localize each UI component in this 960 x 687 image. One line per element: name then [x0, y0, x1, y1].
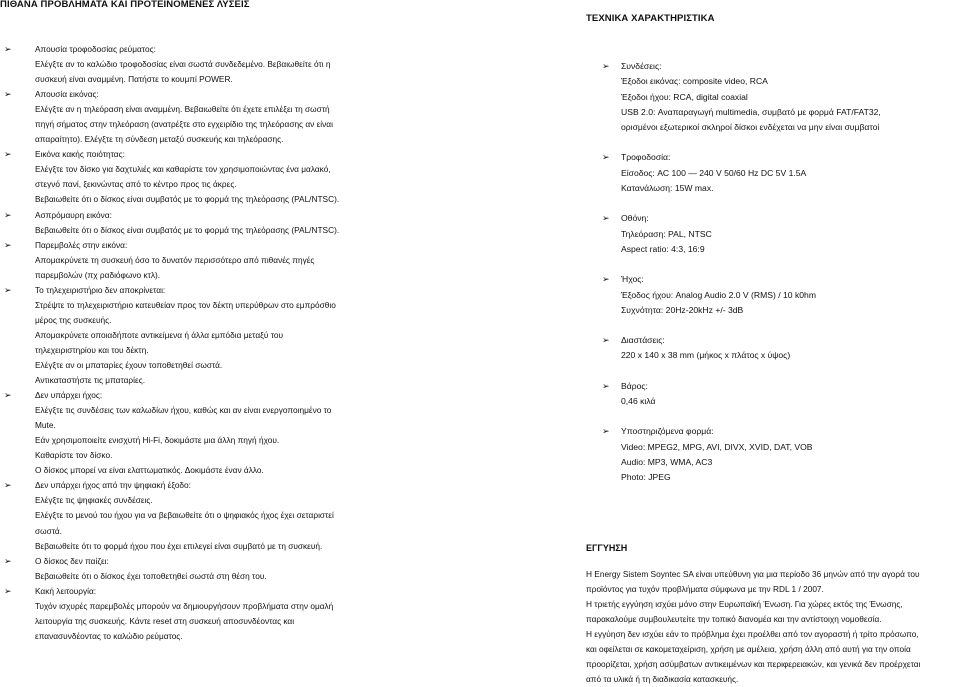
troubleshooting-item-line: Καθαρίστε τον δίσκο. — [35, 450, 113, 461]
spec-item — [586, 272, 960, 318]
troubleshooting-item-title: Εικόνα κακής ποιότητας: — [35, 149, 125, 160]
spec-line: Έξοδοι ήχου: RCA, digital coaxial — [621, 91, 748, 102]
warranty-line: από τα υλικά ή τη διαδικασία κατασκευής. — [586, 674, 739, 685]
arrow-bullet-icon: ➢ — [602, 152, 610, 163]
troubleshooting-item-line: απαραίτητο). Ελέγξτε τη σύνδεση μεταξύ συσκευής και τηλεόρασης. — [35, 134, 284, 145]
spec-title: Συνδέσεις: — [621, 61, 662, 71]
troubleshooting-item-line: Ελέγξτε αν το καλώδιο τροφοδοσίας είναι σωστά συνδεδεμένο. Βεβαιωθείτε ότι η — [35, 59, 331, 70]
spec-line: Τηλεόραση: PAL, NTSC — [621, 228, 712, 239]
warranty-line: προϊόντος για τυχόν προβλήματα σύμφωνα με την RDL 1 / 2007. — [586, 584, 824, 595]
spec-line: 0,46 κιλά — [621, 396, 656, 407]
spec-line: Κατανάλωση: 15W max. — [621, 183, 714, 194]
spec-item — [586, 333, 960, 364]
warranty-line: προορίζεται, χρήση ασύμβατων αντικειμένων και περιφερειακών, και γενικά δεν προέρχεται — [586, 659, 921, 670]
troubleshooting-item-title: Ο δίσκος δεν παίζει: — [35, 555, 109, 566]
troubleshooting-item-line: τηλεχειριστηρίου και του δέκτη. — [35, 344, 149, 355]
troubleshooting-item — [0, 147, 470, 207]
troubleshooting-item — [0, 42, 470, 87]
troubleshooting-item-line: Βεβαιωθείτε ότι ο δίσκος είναι συμβατός με το φορμά της τηλεόρασης (PAL/NTSC). — [35, 224, 340, 235]
spec-title: Διαστάσεις: — [621, 335, 665, 346]
arrow-bullet-icon: ➢ — [4, 480, 12, 491]
troubleshooting-item-line: λειτουργία της συσκευής. Κάντε reset στη συσκευή αποσυνδέοντας και — [35, 615, 295, 626]
troubleshooting-item-line: πηγή σήματος στην τηλεόραση (ανατρέξτε στο εγχειρίδιο της τηλεόρασης αν είναι — [35, 119, 333, 130]
spec-title: Τροφοδοσία: — [621, 152, 671, 163]
spec-item — [586, 150, 960, 196]
troubleshooting-item-line: μέρος της συσκευής. — [35, 314, 112, 325]
arrow-bullet-icon: ➢ — [4, 209, 12, 220]
troubleshooting-item-title: Το τηλεχειριστήριο δεν αποκρίνεται: — [35, 284, 166, 295]
arrow-bullet-icon: ➢ — [4, 44, 12, 54]
arrow-bullet-icon: ➢ — [602, 335, 610, 346]
spec-item — [586, 211, 960, 257]
troubleshooting-item — [0, 283, 470, 388]
spec-title: Οθόνη: — [621, 213, 649, 224]
spec-line: USB 2.0: Αναπαραγωγή multimedia, συμβατό με φορμά FAT/FAT32, — [621, 106, 881, 117]
spec-item — [586, 424, 960, 485]
arrow-bullet-icon: ➢ — [4, 239, 12, 250]
warranty-line: και οφείλεται σε κακομεταχείριση, χρήση με αμέλεια, χρήση άλλη από αυτή για την οποία — [586, 644, 911, 655]
arrow-bullet-icon: ➢ — [4, 149, 12, 160]
arrow-bullet-icon: ➢ — [4, 89, 12, 100]
troubleshooting-item-title: Ασπρόμαυρη εικόνα: — [35, 209, 112, 220]
troubleshooting-item — [0, 388, 470, 478]
specifications-column — [586, 0, 960, 685]
troubleshooting-item — [0, 208, 470, 238]
troubleshooting-item-line: Ο δίσκος μπορεί να είναι ελαττωματικός. Δοκιμάστε έναν άλλο. — [35, 465, 264, 476]
spec-title: Υποστηριζόμενα φορμά: — [621, 426, 714, 437]
troubleshooting-column — [0, 0, 470, 644]
troubleshooting-item-line: Εάν χρησιμοποιείτε ενισχυτή Hi-Fi, δοκιμάστε μια άλλη πηγή ήχου. — [35, 435, 280, 446]
spec-title: Βάρος: — [621, 380, 648, 391]
troubleshooting-item-line: Τυχόν ισχυρές παρεμβολές μπορούν να δημιουργήσουν προβλήματα στην ομαλή — [35, 600, 334, 611]
troubleshooting-item — [0, 238, 470, 283]
troubleshooting-item-line: Ελέγξτε αν η τηλεόραση είναι αναμμένη. Βεβαιωθείτε ότι έχετε επιλέξει τη σωστή — [35, 104, 330, 115]
troubleshooting-item-title: Κακή λειτουργία: — [35, 585, 97, 596]
troubleshooting-item-line: Ελέγξτε τις συνδέσεις των καλωδίων ήχου, καθώς και αν είναι ενεργοποιημένο το — [35, 405, 332, 416]
troubleshooting-item — [0, 478, 470, 553]
troubleshooting-item-line: Βεβαιωθείτε ότι ο δίσκος έχει τοποθετηθεί σωστά στη θέση του. — [35, 570, 267, 581]
troubleshooting-list — [0, 42, 470, 644]
spec-line: 220 x 140 x 38 mm (μήκος x πλάτος x ύψος) — [621, 350, 791, 361]
troubleshooting-item-line: Mute. — [35, 420, 56, 431]
spec-line: Aspect ratio: 4:3, 16:9 — [621, 243, 705, 254]
troubleshooting-item-line: Αντικαταστήστε τις μπαταρίες. — [35, 375, 145, 386]
specifications-list — [586, 59, 960, 486]
arrow-bullet-icon: ➢ — [602, 274, 610, 285]
troubleshooting-item-title: Παρεμβολές στην εικόνα: — [35, 239, 128, 250]
troubleshooting-item-line: Ελέγξτε τις ψηφιακές συνδέσεις. — [35, 495, 153, 506]
arrow-bullet-icon: ➢ — [4, 284, 12, 295]
troubleshooting-item — [0, 554, 470, 584]
warranty-line: παρακαλούμε συμβουλευτείτε την τοπικό διανομέα και την αντίστοιχη νομοθεσία. — [586, 614, 882, 625]
troubleshooting-item-line: Ελέγξτε το μενού του ήχου για να βεβαιωθείτε ότι ο ψηφιακός ήχος έχει σεταριστεί — [35, 510, 334, 521]
troubleshooting-item-line: στεγνό πανί, ξεκινώντας από το κέντρο προς τις άκρες. — [35, 179, 237, 190]
troubleshooting-item-title: Απουσία εικόνας: — [35, 89, 99, 100]
troubleshooting-item-line: Ελέγξτε τον δίσκο για δαχτυλιές και καθαρίστε τον χρησιμοποιώντας ένα μαλακό, — [35, 164, 331, 175]
troubleshooting-item-line: Βεβαιωθείτε ότι ο δίσκος είναι συμβατός με το φορμά της τηλεόρασης (PAL/NTSC). — [35, 194, 340, 205]
specifications-heading: ΤΕΧΝΙΚΑ ΧΑΡΑΚΤΗΡΙΣΤΙΚΑ — [586, 13, 715, 24]
warranty-text — [586, 567, 960, 687]
spec-item — [586, 379, 960, 410]
arrow-bullet-icon: ➢ — [602, 61, 610, 71]
warranty-heading: ΕΓΓΥΗΣΗ — [586, 543, 628, 553]
troubleshooting-item-line: Απομακρύνετε τη συσκευή όσο το δυνατόν περισσότερο από πιθανές πηγές — [35, 254, 315, 265]
troubleshooting-item-line: σωστά. — [35, 525, 62, 536]
troubleshooting-item-line: παρεμβολών (πχ ραδιόφωνο κτλ). — [35, 269, 161, 280]
troubleshooting-item — [0, 87, 470, 147]
troubleshooting-heading: ΠΙΘΑΝΑ ΠΡΟΒΛΗΜΑΤΑ ΚΑΙ ΠΡΟΤΕΙΝΟΜΕΝΕΣ ΛΥΣΕΙΣ — [0, 0, 250, 10]
arrow-bullet-icon: ➢ — [602, 380, 610, 391]
troubleshooting-item-title: Δεν υπάρχει ήχος από την ψηφιακή έξοδο: — [35, 480, 191, 491]
warranty-line: H Energy Sistem Soyntec SA είναι υπεύθυνη για μια περίοδο 36 μηνών από την αγορά του — [586, 569, 920, 579]
arrow-bullet-icon: ➢ — [4, 585, 12, 596]
spec-line: Είσοδος: AC 100 — 240 V 50/60 Hz DC 5V 1.5A — [621, 167, 807, 178]
spec-line: Audio: MP3, WMA, AC3 — [621, 456, 713, 467]
troubleshooting-item-line: Στρέψτε το τηλεχειριστήριο κατευθείαν προς τον δέκτη υπερύθρων στο εμπρόσθιο — [35, 299, 336, 310]
spec-title: Ήχος: — [621, 274, 644, 285]
spec-line: Video: MPEG2, MPG, AVI, DIVX, XVID, DAT, VOB — [621, 441, 813, 452]
troubleshooting-item-title: Απουσία τροφοδοσίας ρεύματος: — [35, 44, 156, 54]
warranty-line: Η εγγύηση δεν ισχύει εάν το πρόβλημα έχει προέλθει από τον αγοραστή ή τρίτο πρόσωπο, — [586, 629, 919, 640]
troubleshooting-item-line: επανασυνδέοντας το καλώδιο ρεύματος. — [35, 630, 183, 641]
troubleshooting-item-line: συσκευή είναι αναμμένη. Πατήστε το κουμπί POWER. — [35, 74, 233, 85]
spec-line: Έξοδος ήχου: Analog Audio 2.0 V (RMS) / 10 k0hm — [621, 289, 816, 300]
troubleshooting-item-line: Ελέγξτε αν οι μπαταρίες έχουν τοποθετηθεί σωστά. — [35, 359, 223, 370]
spec-line: Έξοδοι εικόνας: composite video, RCA — [621, 76, 768, 87]
troubleshooting-item-line: Απομακρύνετε οποιαδήποτε αντικείμενα ή άλλα εμπόδια μεταξύ του — [35, 329, 284, 340]
spec-item — [586, 59, 960, 135]
troubleshooting-item-line: Βεβαιωθείτε ότι το φορμά ήχου που έχει επιλεγεί είναι συμβατό με τη συσκευή. — [35, 540, 323, 551]
troubleshooting-item — [0, 584, 470, 644]
arrow-bullet-icon: ➢ — [602, 213, 610, 224]
spec-line: Photo: JPEG — [621, 472, 671, 483]
warranty-line: Η τριετής εγγύηση ισχύει μόνο στην Ευρωπαϊκή Ένωση. Για χώρες εκτός της Ένωσης, — [586, 599, 903, 610]
troubleshooting-item-title: Δεν υπάρχει ήχος: — [35, 390, 103, 401]
arrow-bullet-icon: ➢ — [4, 555, 12, 566]
arrow-bullet-icon: ➢ — [4, 390, 12, 401]
arrow-bullet-icon: ➢ — [602, 426, 610, 437]
spec-line: ορισμένοι εξωτερικοί σκληροί δίσκοι ενδέχεται να μην είναι συμβατοί — [621, 122, 880, 133]
spec-line: Συχνότητα: 20Hz-20kHz +/- 3dB — [621, 304, 744, 315]
